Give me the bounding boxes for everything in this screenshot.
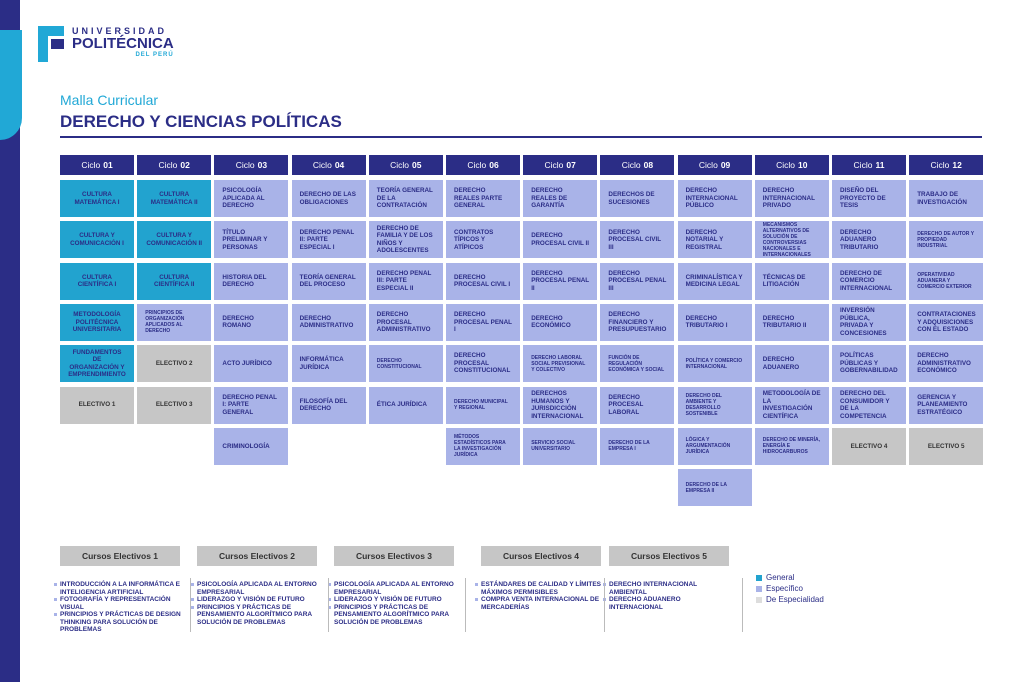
cycle-header-01: Ciclo 01 — [60, 155, 134, 175]
course-cell: DERECHO PENAL I: PARTE GENERAL — [214, 387, 288, 424]
course-cell: DERECHO PROCESAL PENAL I — [446, 304, 520, 341]
elective-item: ESTÁNDARES DE CALIDAD Y LÍMITES MÁXIMOS PERMISIBLES — [475, 581, 605, 596]
course-cell: CONTRATACIONES Y ADQUISICIONES CON EL ESTADO — [909, 304, 983, 341]
course-cell: ACTO JURÍDICO — [214, 345, 288, 382]
elective-item: FOTOGRAFÍA Y REPRESENTACIÓN VISUAL — [54, 596, 184, 611]
course-cell: DERECHO INTERNACIONAL PÚBLICO — [678, 180, 752, 217]
elective-group-header: Cursos Electivos 5 — [609, 546, 729, 566]
course-cell: CULTURA CIENTÍFICA II — [137, 263, 211, 300]
course-cell: DERECHO DE AUTOR Y PROPIEDAD INDUSTRIAL — [909, 221, 983, 258]
legend — [756, 572, 824, 605]
course-cell: DERECHO TRIBUTARIO II — [755, 304, 829, 341]
course-cell: DERECHO LABORAL SOCIAL PREVISIONAL Y COLECTIVO — [523, 345, 597, 382]
course-cell: LÓGICA Y ARGUMENTACIÓN JURÍDICA — [678, 428, 752, 465]
course-cell: DERECHO MUNICIPAL Y REGIONAL — [446, 387, 520, 424]
course-cell: DERECHO PROCESAL PENAL II — [523, 263, 597, 300]
elective-item: LIDERAZGO Y VISIÓN DE FUTURO — [328, 596, 458, 604]
elective-divider — [604, 578, 605, 632]
elective-item: PRINCIPIOS Y PRÁCTICAS DE PENSAMIENTO ALGORÍTMICO PARA SOLUCIÓN DE PROBLEMAS — [328, 604, 458, 627]
elective-item: PSICOLOGÍA APLICADA AL ENTORNO EMPRESARIAL — [328, 581, 458, 596]
course-cell: METODOLOGÍA DE LA INVESTIGACIÓN CIENTÍFICA — [755, 387, 829, 424]
course-cell: CULTURA MATEMÁTICA II — [137, 180, 211, 217]
course-cell: ELECTIVO 5 — [909, 428, 983, 465]
course-cell: DERECHO ADUANERO TRIBUTARIO — [832, 221, 906, 258]
course-cell: CRIMINALÍSTICA Y MEDICINA LEGAL — [678, 263, 752, 300]
course-cell: TÉCNICAS DE LITIGACIÓN — [755, 263, 829, 300]
course-cell: TEORÍA GENERAL DEL PROCESO — [292, 263, 366, 300]
course-cell: FUNCIÓN DE REGULACIÓN ECONÓMICA Y SOCIAL — [600, 345, 674, 382]
course-cell: DERECHO PROCESAL CIVIL II — [523, 221, 597, 258]
course-cell: DERECHOS HUMANOS Y JURISDICCIÓN INTERNACIONAL — [523, 387, 597, 424]
course-cell: DERECHO ECONÓMICO — [523, 304, 597, 341]
legend-item — [756, 583, 824, 594]
course-cell: SERVICIO SOCIAL UNIVERSITARIO — [523, 428, 597, 465]
elective-group-header: Cursos Electivos 3 — [334, 546, 454, 566]
legend-label: De Especialidad — [766, 595, 824, 604]
course-cell: DERECHO PROCESAL CIVIL III — [600, 221, 674, 258]
logo-line-2: POLITÉCNICA — [72, 35, 174, 52]
course-cell: DERECHO ADMINISTRATIVO — [292, 304, 366, 341]
left-decorative-curve — [0, 30, 22, 140]
elective-divider — [190, 578, 191, 632]
cycle-header-03: Ciclo 03 — [214, 155, 288, 175]
cycle-header-10: Ciclo 10 — [755, 155, 829, 175]
course-cell: DERECHO INTERNACIONAL PRIVADO — [755, 180, 829, 217]
cycle-header-02: Ciclo 02 — [137, 155, 211, 175]
course-cell: DERECHO REALES PARTE GENERAL — [446, 180, 520, 217]
elective-list — [54, 581, 184, 634]
elective-divider — [328, 578, 329, 632]
course-cell: ELECTIVO 4 — [832, 428, 906, 465]
course-cell: MÉTODOS ESTADÍSTICOS PARA LA INVESTIGACIÓN JURÍDICA — [446, 428, 520, 465]
elective-group-header: Cursos Electivos 1 — [60, 546, 180, 566]
cycle-header-04: Ciclo 04 — [292, 155, 366, 175]
course-cell: TRABAJO DE INVESTIGACIÓN — [909, 180, 983, 217]
course-cell: DERECHO DE LA EMPRESA I — [600, 428, 674, 465]
course-cell: INFORMÁTICA JURÍDICA — [292, 345, 366, 382]
course-cell: DERECHO PROCESAL LABORAL — [600, 387, 674, 424]
cycle-header-08: Ciclo 08 — [600, 155, 674, 175]
course-cell: CONTRATOS TÍPICOS Y ATÍPICOS — [446, 221, 520, 258]
course-cell: DERECHO ADMINISTRATIVO ECONÓMICO — [909, 345, 983, 382]
course-cell: DERECHO CONSTITUCIONAL — [369, 345, 443, 382]
cycle-header-05: Ciclo 05 — [369, 155, 443, 175]
course-cell: GERENCIA Y PLANEAMIENTO ESTRATÉGICO — [909, 387, 983, 424]
course-cell: HISTORIA DEL DERECHO — [214, 263, 288, 300]
course-cell: DERECHOS DE SUCESIONES — [600, 180, 674, 217]
course-cell: DERECHO TRIBUTARIO I — [678, 304, 752, 341]
elective-item: PSICOLOGÍA APLICADA AL ENTORNO EMPRESARIAL — [191, 581, 321, 596]
course-cell: DERECHO DE FAMILIA Y DE LOS NIÑOS Y ADOLESCENTES — [369, 221, 443, 258]
course-cell: PRINCIPIOS DE ORGANIZACIÓN APLICADOS AL DERECHO — [137, 304, 211, 341]
course-cell: DERECHO PROCESAL PENAL III — [600, 263, 674, 300]
elective-item: PRINCIPIOS Y PRÁCTICAS DE PENSAMIENTO ALGORÍTMICO PARA SOLUCIÓN DE PROBLEMAS — [191, 604, 321, 627]
course-cell: DERECHO FINANCIERO Y PRESUPUESTARIO — [600, 304, 674, 341]
logo-icon — [38, 26, 66, 62]
elective-item: LIDERAZGO Y VISIÓN DE FUTURO — [191, 596, 321, 604]
elective-item: COMPRA VENTA INTERNACIONAL DE MERCADERÍAS — [475, 596, 605, 611]
course-cell: CULTURA Y COMUNICACIÓN I — [60, 221, 134, 258]
logo-line-3: DEL PERÚ — [135, 52, 174, 58]
legend-swatch — [756, 575, 762, 581]
elective-group-header: Cursos Electivos 4 — [481, 546, 601, 566]
legend-item — [756, 572, 824, 583]
legend-item — [756, 594, 824, 605]
course-cell: DERECHO PROCESAL CONSTITUCIONAL — [446, 345, 520, 382]
elective-item: PRINCIPIOS Y PRÁCTICAS DE DESIGN THINKING PARA SOLUCIÓN DE PROBLEMAS — [54, 611, 184, 634]
course-cell: CULTURA CIENTÍFICA I — [60, 263, 134, 300]
course-cell: DISEÑO DEL PROYECTO DE TESIS — [832, 180, 906, 217]
elective-item: DERECHO INTERNACIONAL AMBIENTAL — [603, 581, 733, 596]
elective-list — [475, 581, 605, 611]
legend-label: General — [766, 573, 795, 582]
page-title: DERECHO Y CIENCIAS POLÍTICAS — [60, 112, 342, 131]
cycle-header-09: Ciclo 09 — [678, 155, 752, 175]
course-cell: DERECHO DE MINERÍA, ENERGÍA E HIDROCARBUROS — [755, 428, 829, 465]
course-cell: ELECTIVO 3 — [137, 387, 211, 424]
course-cell: DERECHO PENAL III: PARTE ESPECIAL II — [369, 263, 443, 300]
course-cell: MECANISMOS ALTERNATIVOS DE SOLUCIÓN DE CONTROVERSIAS NACIONALES E INTERNACIONALES — [755, 221, 829, 258]
course-cell: ÉTICA JURÍDICA — [369, 387, 443, 424]
university-logo — [38, 26, 174, 62]
elective-item: DERECHO ADUANERO INTERNACIONAL — [603, 596, 733, 611]
course-cell: FILOSOFÍA DEL DERECHO — [292, 387, 366, 424]
course-cell: METODOLOGÍA POLITÉCNICA UNIVERSITARIA — [60, 304, 134, 341]
cycle-header-07: Ciclo 07 — [523, 155, 597, 175]
course-cell: FUNDAMENTOS DE ORGANIZACIÓN Y EMPRENDIMIENTO — [60, 345, 134, 382]
elective-group-header: Cursos Electivos 2 — [197, 546, 317, 566]
course-cell: DERECHO DE LAS OBLIGACIONES — [292, 180, 366, 217]
course-cell: DERECHO REALES DE GARANTÍA — [523, 180, 597, 217]
title-divider — [60, 136, 982, 138]
course-cell: DERECHO DE COMERCIO INTERNACIONAL — [832, 263, 906, 300]
course-cell: DERECHO DE LA EMPRESA II — [678, 469, 752, 506]
elective-list — [191, 581, 321, 626]
elective-item: INTRODUCCIÓN A LA INFORMÁTICA E INTELIGENCIA ARTIFICIAL — [54, 581, 184, 596]
course-cell: DERECHO NOTARIAL Y REGISTRAL — [678, 221, 752, 258]
course-cell: CULTURA Y COMUNICACIÓN II — [137, 221, 211, 258]
elective-list — [603, 581, 733, 611]
cycle-header-12: Ciclo 12 — [909, 155, 983, 175]
course-cell: ELECTIVO 2 — [137, 345, 211, 382]
cycle-header-11: Ciclo 11 — [832, 155, 906, 175]
elective-divider — [742, 578, 743, 632]
page-subtitle: Malla Curricular — [60, 92, 159, 108]
course-cell: DERECHO PROCESAL ADMINISTRATIVO — [369, 304, 443, 341]
course-cell: POLÍTICA Y COMERCIO INTERNACIONAL — [678, 345, 752, 382]
course-cell: DERECHO DEL CONSUMIDOR Y DE LA COMPETENCIA — [832, 387, 906, 424]
legend-swatch — [756, 597, 762, 603]
legend-swatch — [756, 586, 762, 592]
course-cell: CULTURA MATEMÁTICA I — [60, 180, 134, 217]
course-cell: OPERATIVIDAD ADUANERA Y COMERCIO EXTERIOR — [909, 263, 983, 300]
course-cell: DERECHO ROMANO — [214, 304, 288, 341]
logo-line-1: UNIVERSIDAD — [72, 26, 168, 36]
course-cell: PSICOLOGÍA APLICADA AL DERECHO — [214, 180, 288, 217]
course-cell: DERECHO PENAL II: PARTE ESPECIAL I — [292, 221, 366, 258]
legend-label: Específico — [766, 584, 803, 593]
elective-divider — [465, 578, 466, 632]
course-cell: DERECHO ADUANERO — [755, 345, 829, 382]
elective-list — [328, 581, 458, 626]
course-cell: TEORÍA GENERAL DE LA CONTRATACIÓN — [369, 180, 443, 217]
course-cell: CRIMINOLOGÍA — [214, 428, 288, 465]
course-cell: ELECTIVO 1 — [60, 387, 134, 424]
course-cell: DERECHO PROCESAL CIVIL I — [446, 263, 520, 300]
course-cell: INVERSIÓN PÚBLICA, PRIVADA Y CONCESIONES — [832, 304, 906, 341]
course-cell: POLÍTICAS PÚBLICAS Y GOBERNABILIDAD — [832, 345, 906, 382]
course-cell: DERECHO DEL AMBIENTE Y DESARROLLO SOSTENIBLE — [678, 387, 752, 424]
course-cell: TÍTULO PRELIMINAR Y PERSONAS — [214, 221, 288, 258]
cycle-header-06: Ciclo 06 — [446, 155, 520, 175]
